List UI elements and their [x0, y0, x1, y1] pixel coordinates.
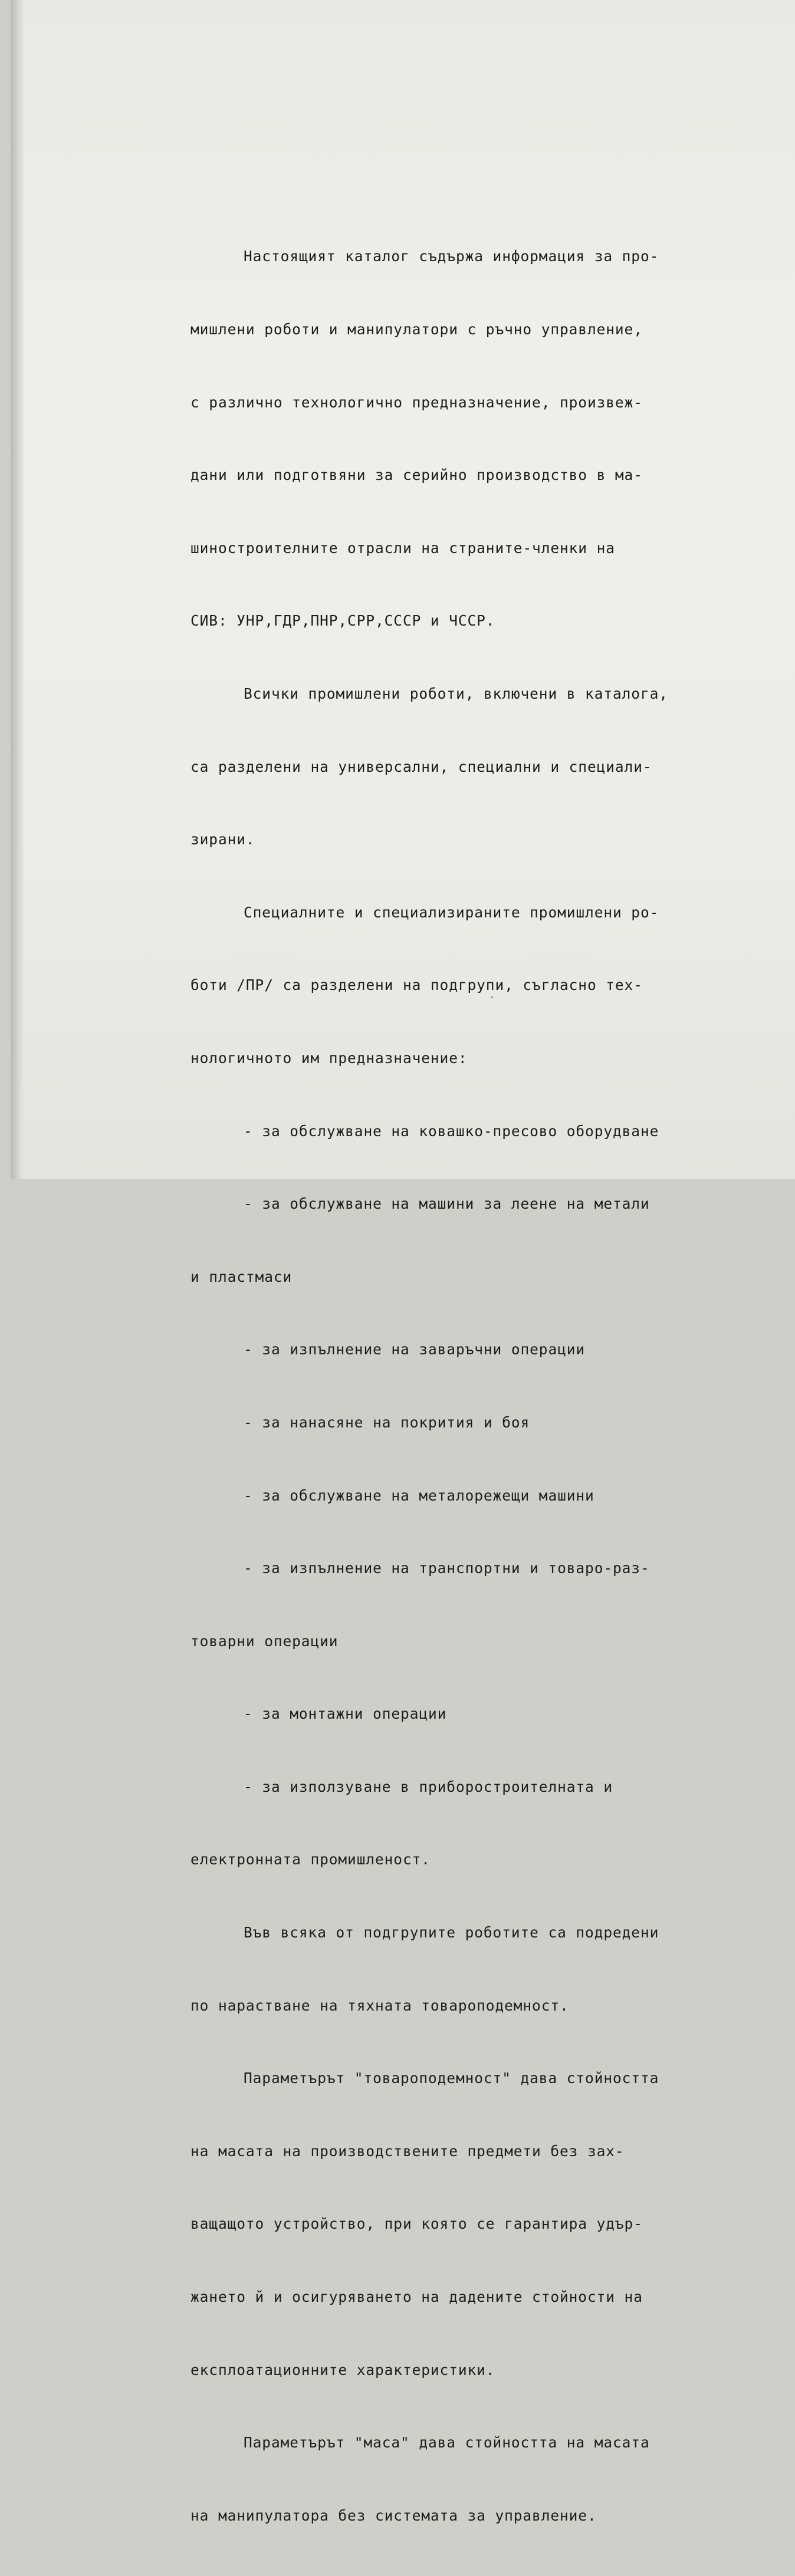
body-text: [190, 196, 721, 2576]
text-line: Във всяка от подгрупите роботите са подредени: [244, 1924, 659, 1942]
list-item: - за обслужване на ковашко-пресово оборудване: [244, 1122, 659, 1140]
text-line: зирани.: [190, 831, 255, 848]
text-line: Параметърът "товароподемност" дава стойността: [244, 2070, 659, 2087]
text-line: с различно технологично предназначение, произвеж-: [190, 393, 643, 411]
text-line: електронната промишленост.: [190, 1851, 431, 1868]
text-line: нологичното им предназначение:: [190, 1049, 468, 1067]
list-item: - за нанасяне на покрития и боя: [244, 1413, 530, 1431]
list-item: - за монтажни операции: [244, 1705, 447, 1723]
text-line: ващащото устройство, при която се гарантира удър-: [190, 2215, 643, 2233]
list-item: - за изпълнение на заваръчни операции: [244, 1341, 586, 1358]
document-page: [11, 0, 795, 2524]
list-item: - за изпълнение на транспортни и товаро-раз-: [244, 1560, 650, 1577]
text-line: жането й и осигуряването на дадените стойности на: [190, 2288, 643, 2306]
text-line: СИВ: УНР,ГДР,ПНР,СРР,СССР и ЧССР.: [190, 612, 495, 630]
text-line: на манипулатора без системата за управление.: [190, 2506, 597, 2524]
text-line: експлоатационните характеристики.: [190, 2361, 495, 2378]
page-edge-shadow: [11, 0, 24, 1179]
list-item: - за обслужване на машини за леене на метали: [244, 1195, 650, 1213]
text-line: Всички промишлени роботи, включени в каталога,: [244, 685, 668, 702]
text-line: и пластмаси: [190, 1268, 293, 1285]
text-line: мишлени роботи и манипулатори с ръчно управление,: [190, 321, 643, 338]
text-line: товарни операции: [190, 1632, 339, 1650]
text-line: са разделени на универсални, специални и специали-: [190, 758, 652, 775]
text-line: Параметърът "маса" дава стойността на масата: [244, 2434, 650, 2452]
text-line: на масата на производствените предмети без зах-: [190, 2142, 625, 2160]
text-line: шиностроителните отрасли на страните-членки на: [190, 539, 615, 557]
text-line: по нарастване на тяхната товароподемност.: [190, 1996, 569, 2014]
text-line: Настоящият каталог съдържа информация за про-: [244, 248, 659, 265]
text-line: Специалните и специализираните промишлени ро-: [244, 903, 659, 921]
text-line: боти /ПР/ са разделени на подгрупи, съгласно тех-: [190, 976, 643, 994]
list-item: - за използуване в приборостроителната и: [244, 1778, 613, 1795]
list-item: - за обслужване на металорежещи машини: [244, 1486, 594, 1504]
text-line: дани или подготвяни за серийно производство в ма-: [190, 466, 643, 484]
paper-speck: [491, 996, 493, 998]
